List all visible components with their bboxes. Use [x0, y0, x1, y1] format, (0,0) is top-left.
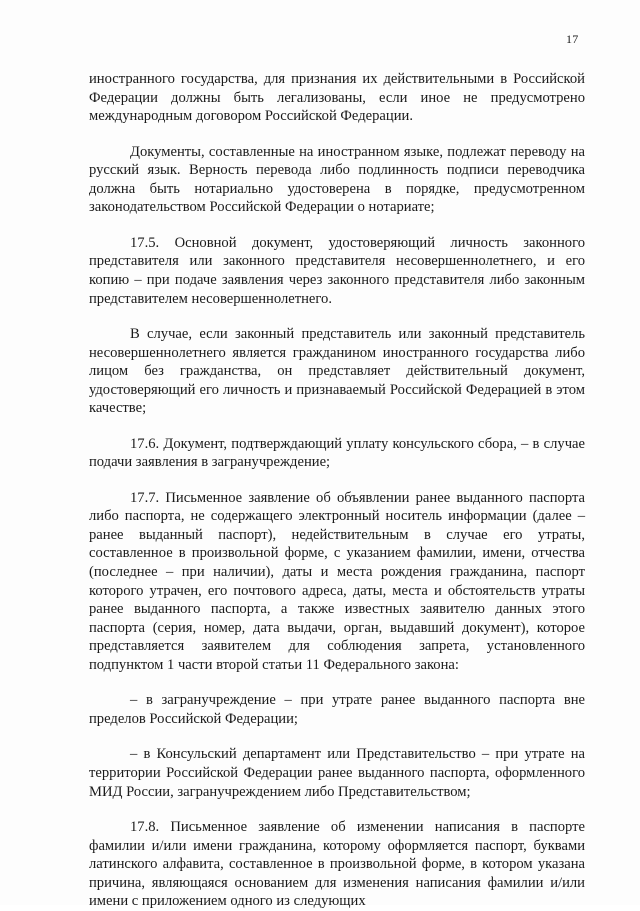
paragraph-foreign-representative: В случае, если законный представитель или законный представитель несовершеннолетнего является гражданином иностранного государства либо лицом без гражданства, он представляет действительный документ, удостоверяющий его личность и признаваемый Российской Федерацией в этом качестве; [89, 325, 585, 417]
paragraph-17-6: 17.6. Документ, подтверждающий уплату консульского сбора, – в случае подачи заявления в загранучреждение; [89, 435, 585, 471]
paragraph-translation: Документы, составленные на иностранном языке, подлежат переводу на русский язык. Верность перевода либо подлинность подписи переводчика должна быть нотариально удостоверена в порядке, предусмотренном законодательством Российской Федерации о нотариате; [89, 143, 585, 216]
paragraph-17-7: 17.7. Письменное заявление об объявлении ранее выданного паспорта либо паспорта, не содержащего электронный носитель информации (далее – ранее выданный паспорт), недействительным в случае его утраты, составленное в произвольной форме, с указанием фамилии, имени, отчества (последнее – при наличии), даты и места рождения гражданина, паспорт которого утрачен, его почтового адреса, даты, места и обстоятельств утраты ранее выданного паспорта, а также известных заявителю данных этого паспорта (серия, номер, дата выдачи, орган, выдавший документ), которое представляется заявителем для соблюдения запрета, установленного подпунктом 1 части второй статьи 11 Федерального закона: [89, 489, 585, 674]
list-item-domestic-loss: – в Консульский департамент или Представительство – при утрате на территории Российской Федерации ранее выданного паспорта, оформленного МИД России, загранучреждением либо Представительством; [89, 746, 585, 800]
document-body [89, 70, 585, 911]
paragraph-17-5: 17.5. Основной документ, удостоверяющий личность законного представителя или законного представителя несовершеннолетнего, и его копию – при подаче заявления через законного представителя либо законным представителем несовершеннолетнего. [89, 234, 585, 307]
page-number: 17 [566, 32, 579, 46]
list-item-abroad-loss: – в загранучреждение – при утрате ранее выданного паспорта вне пределов Российской Федерации; [89, 692, 585, 727]
paragraph-legalization-continuation: иностранного государства, для признания их действительными в Российской Федерации должны быть легализованы, если иное не предусмотрено международным договором Российской Федерации. [89, 71, 585, 125]
paragraph-17-8: 17.8. Письменное заявление об изменении написания в паспорте фамилии и/или имени гражданина, которому оформляется паспорт, буквами латинского алфавита, составленное в произвольной форме, в котором указана причина, являющаяся основанием для изменения написания фамилии и/или имени с приложением одного из следующих [89, 818, 585, 910]
